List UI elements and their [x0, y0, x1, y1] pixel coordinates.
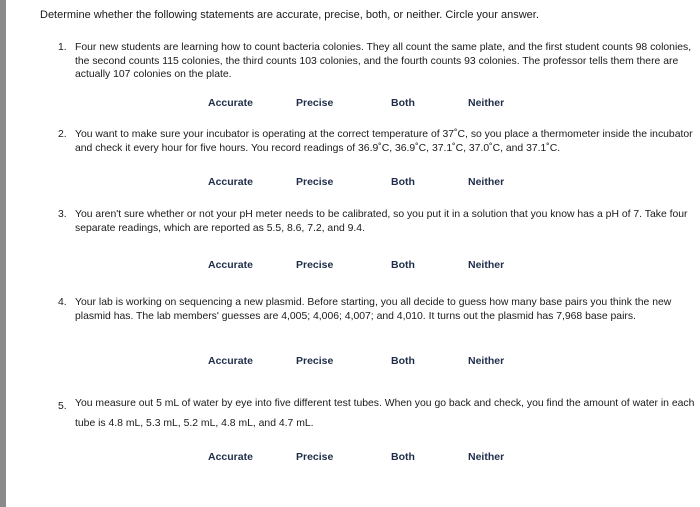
q2-option-precise[interactable]: Precise — [296, 176, 334, 188]
q2-option-accurate[interactable]: Accurate — [208, 176, 253, 188]
q3-option-precise[interactable]: Precise — [296, 259, 334, 271]
q1-option-neither[interactable]: Neither — [468, 97, 505, 109]
q3-option-both[interactable]: Both — [391, 259, 415, 271]
q4-option-accurate[interactable]: Accurate — [208, 355, 253, 367]
q5-option-neither[interactable]: Neither — [468, 451, 505, 463]
q2-option-both[interactable]: Both — [391, 176, 415, 188]
question-number: 1. — [58, 42, 67, 53]
question-number: 4. — [58, 297, 67, 308]
q3-option-neither[interactable]: Neither — [468, 259, 505, 271]
q3-option-accurate[interactable]: Accurate — [208, 259, 253, 271]
q5-option-precise[interactable]: Precise — [296, 451, 334, 463]
q5-option-both[interactable]: Both — [391, 451, 415, 463]
q1-option-accurate[interactable]: Accurate — [208, 97, 253, 109]
question-text: Your lab is working on sequencing a new plasmid. Before starting, you all decide to guess how many base pairs you think the new plasmid has. The lab members' guesses are 4,005; 4,006; 4,007; and 4,010. It turns out the plasmid has 7,968 base pairs. — [75, 297, 672, 322]
q4-option-both[interactable]: Both — [391, 355, 415, 367]
q1-option-both[interactable]: Both — [391, 97, 415, 109]
q1-option-precise[interactable]: Precise — [296, 97, 334, 109]
q2-option-neither[interactable]: Neither — [468, 176, 505, 188]
question-number: 3. — [58, 209, 67, 220]
question-number: 2. — [58, 129, 67, 140]
question-text: You aren't sure whether or not your pH meter needs to be calibrated, so you put it in a solution that you know has a pH of 7. Take four separate readings, which are reported as 5.5, 8.6, 7.2, and 9.4. — [75, 209, 688, 234]
q5-option-accurate[interactable]: Accurate — [208, 451, 253, 463]
q4-option-neither[interactable]: Neither — [468, 355, 505, 367]
question-text: Four new students are learning how to count bacteria colonies. They all count the same plate, and the first student counts 98 colonies, the second counts 115 colonies, the third counts 103 colonies, and the fourth counts 93 colonies. The professor tells them there are actually 107 colonies on the plate. — [75, 42, 692, 80]
question-text: You want to make sure your incubator is operating at the correct temperature of 37˚C, so you place a thermometer inside the incubator and check it every hour for five hours. You record readings of 36.9˚C, 36.9˚C, 37.1˚C, 37.0˚C, and 37.1˚C. — [75, 129, 693, 154]
q4-option-precise[interactable]: Precise — [296, 355, 334, 367]
question-text: You measure out 5 mL of water by eye into five different test tubes. When you go back and check, you find the amount of water in each tube is 4.8 mL, 5.3 mL, 5.2 mL, 4.8 mL, and 4.7 mL. — [75, 398, 695, 429]
question-number: 5. — [58, 401, 67, 412]
instructions: Determine whether the following statements are accurate, precise, both, or neither. Circle your answer. — [40, 9, 539, 21]
